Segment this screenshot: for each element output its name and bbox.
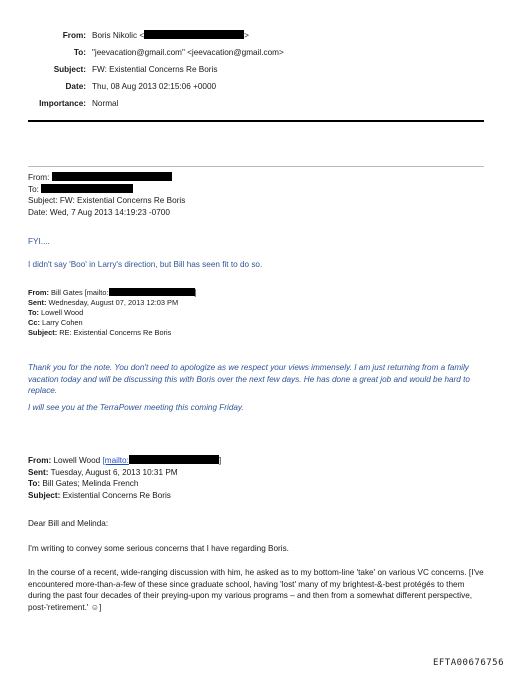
document-id: EFTA00676756 bbox=[432, 658, 504, 669]
fwd3-paragraph-2: In the course of a recent, wide-ranging discussion with him, he asked as to my bottom-line 'take' on various VC concerns. [I've encountered more-than-a-few of these since graduate school, having 'lost' many of my brightest-&-best protégés to them during the past four decades of their preying-upon my various programs – and then from a somewhat different perspective, post-'retirement.' ☺] bbox=[28, 568, 484, 612]
forward-3-header bbox=[28, 455, 488, 502]
fwd2-body-thanks: Thank you for the note. You don't need to apologize as we respect your views immensely. I am just returning from a family vacation today and will be discussing this with Boris over the next few days. He has done a great job and would be hard to replace. bbox=[28, 363, 470, 396]
fwd3-from: From: Lowell Wood [mailto: ] bbox=[28, 456, 222, 465]
fwd2-cc: Cc: Larry Cohen bbox=[28, 317, 83, 327]
fwd1-from: From: bbox=[28, 172, 488, 184]
fwd1-body-note: I didn't say 'Boo' in Larry's direction, but Bill has seen fit to do so. bbox=[28, 260, 263, 269]
from-label: From: bbox=[62, 31, 86, 40]
to-value: "jeevacation@gmail.com" <jeevacation@gmail.com> bbox=[92, 48, 284, 57]
fwd3-paragraph-1: I'm writing to convey some serious concerns that I have regarding Boris. bbox=[28, 544, 289, 553]
fwd1-to: To: bbox=[28, 184, 488, 196]
to-label: To: bbox=[73, 48, 86, 57]
redaction-bar bbox=[52, 172, 172, 181]
redaction-bar bbox=[109, 288, 195, 296]
fwd1-subject: Subject: FW: Existential Concerns Re Boris bbox=[28, 196, 186, 206]
fwd2-subject: Subject: RE: Existential Concerns Re Boris bbox=[28, 327, 172, 337]
redaction-bar bbox=[41, 184, 133, 193]
importance-label: Importance: bbox=[39, 99, 86, 108]
fwd1-body-fyi: FYI.... bbox=[28, 237, 50, 246]
forward-2-header bbox=[28, 288, 488, 338]
subject-value: FW: Existential Concerns Re Boris bbox=[92, 65, 218, 74]
importance-value: Normal bbox=[92, 99, 119, 108]
fwd1-date: Date: Wed, 7 Aug 2013 14:19:23 -0700 bbox=[28, 207, 170, 217]
fwd2-body-meeting: I will see you at the TerraPower meeting this coming Friday. bbox=[28, 403, 244, 412]
date-label: Date: bbox=[65, 82, 86, 91]
fwd3-subject: Subject: Existential Concerns Re Boris bbox=[28, 490, 171, 500]
header-divider bbox=[28, 120, 484, 122]
redaction-bar bbox=[144, 30, 244, 39]
fwd3-greeting: Dear Bill and Melinda: bbox=[28, 519, 109, 528]
date-value: Thu, 08 Aug 2013 02:15:06 +0000 bbox=[92, 82, 217, 91]
redaction-bar bbox=[129, 455, 219, 464]
fwd3-sent: Sent: Tuesday, August 6, 2013 10:31 PM bbox=[28, 467, 178, 477]
forward-1-header bbox=[28, 172, 488, 219]
mailto-link[interactable]: [mailto: bbox=[102, 456, 129, 465]
from-value: Boris Nikolic < > bbox=[92, 31, 249, 40]
fwd2-to: To: Lowell Wood bbox=[28, 307, 84, 317]
fwd3-to: To: Bill Gates; Melinda French bbox=[28, 479, 139, 489]
fwd2-from: From: Bill Gates [mailto: ] bbox=[28, 288, 197, 297]
subject-label: Subject: bbox=[53, 65, 86, 74]
forward-divider bbox=[28, 166, 484, 167]
fwd2-sent: Sent: Wednesday, August 07, 2013 12:03 PM bbox=[28, 297, 179, 307]
